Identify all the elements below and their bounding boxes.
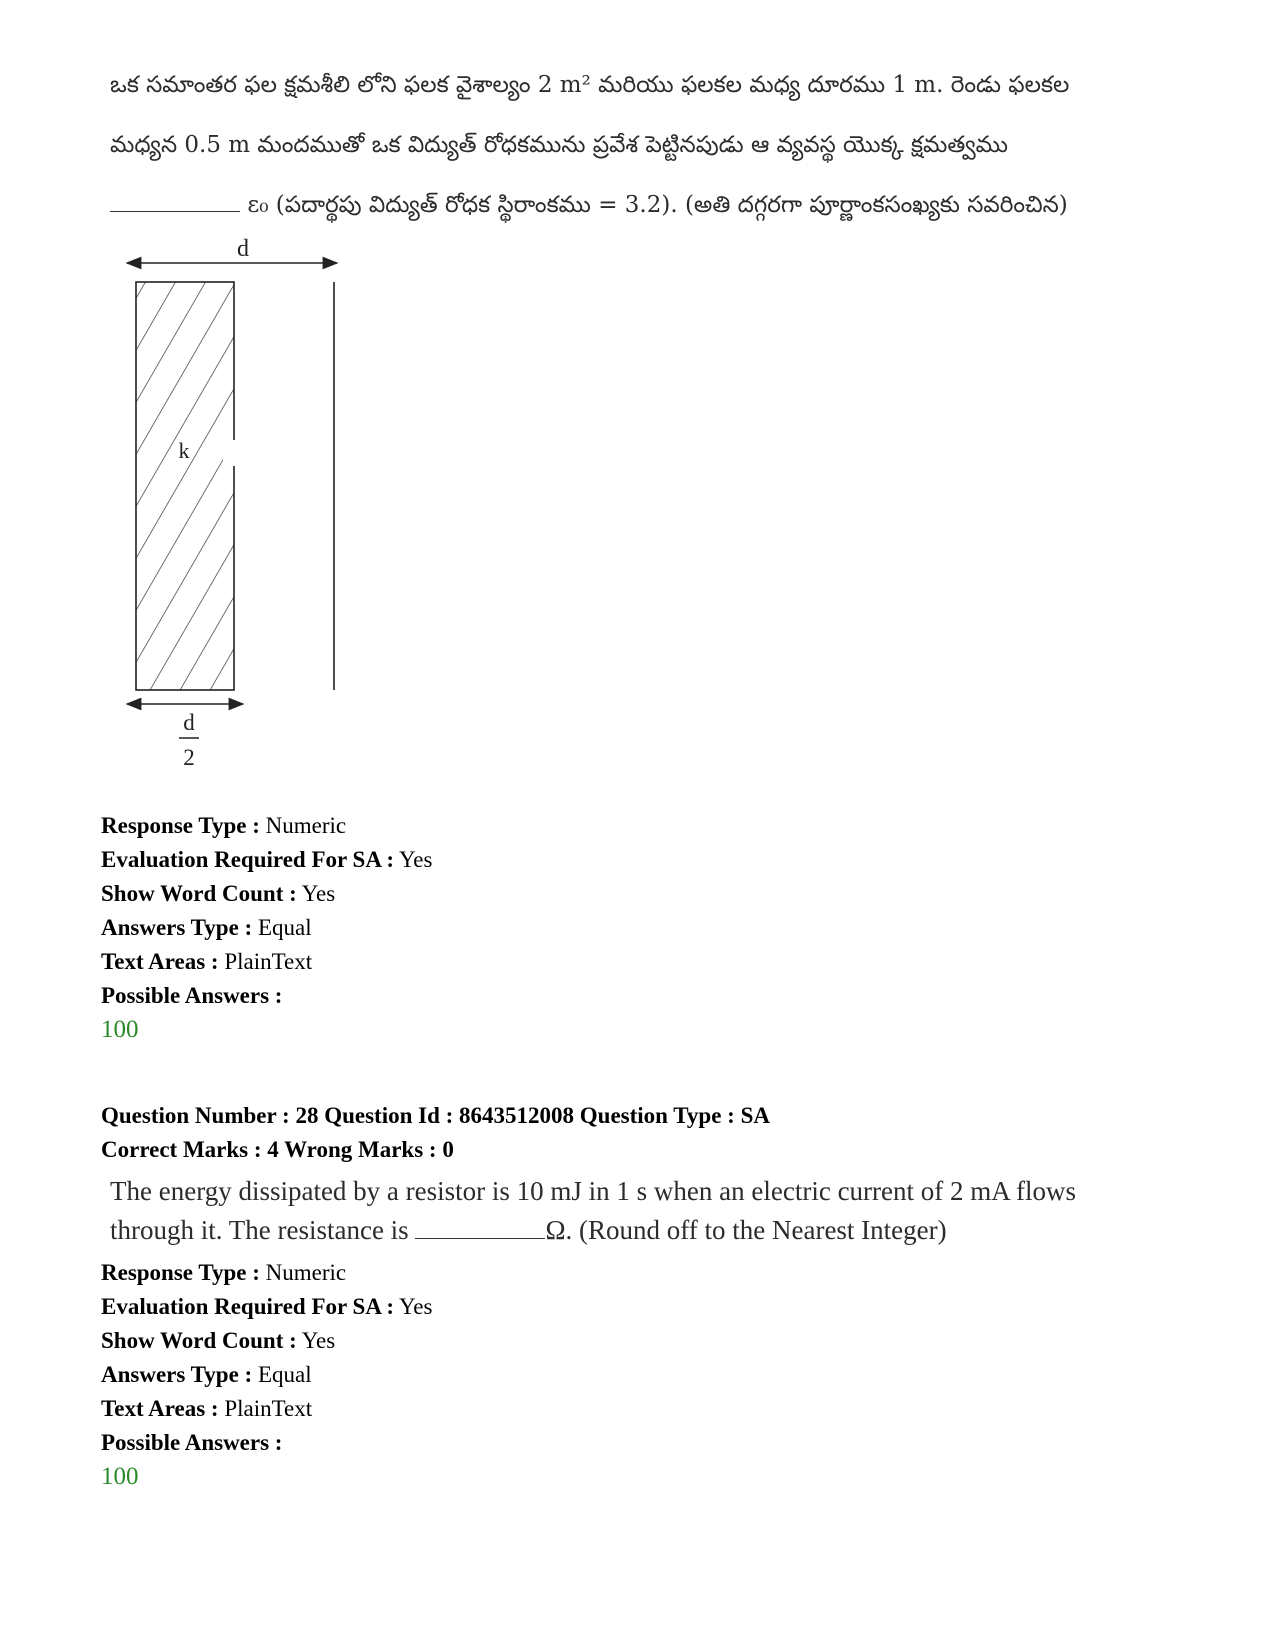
question1-meta bbox=[101, 809, 432, 1047]
question2-meta bbox=[101, 1256, 432, 1494]
answer-blank bbox=[110, 193, 240, 212]
text-areas-row: Text Areas : PlainText bbox=[101, 949, 313, 974]
possible-answers-row: Possible Answers : bbox=[101, 983, 283, 1008]
dielectric-slab bbox=[136, 282, 234, 690]
question1-text-line3-body: ε₀ (పదార్థపు విద్యుత్ రోధక స్థిరాంకము = 3.2). (అతి దగ్గరగా పూర్ణాంకసంఖ్యకు సవరించిన) bbox=[247, 192, 1068, 218]
label-d-bottom-denominator: 2 bbox=[183, 745, 195, 770]
possible-answer-value: 100 bbox=[101, 1463, 139, 1490]
question1-text-line2: మధ్యన 0.5 m మందముతో ఒక విద్యుత్ రోధకమును ప్రవేశ పెట్టినపుడు ఆ వ్యవస్థ యొక్క క్షమత్వము bbox=[110, 132, 1008, 158]
evaluation-row: Evaluation Required For SA : Yes bbox=[101, 847, 433, 872]
answers-type-row: Answers Type : Equal bbox=[101, 1362, 312, 1387]
question1-text-line1: ఒక సమాంతర ఫల క్షమశీలి లోని ఫలక వైశాల్యం 2 m² మరియు ఫలకల మధ్య దూరము 1 m. రెండు ఫలకల bbox=[110, 72, 1070, 98]
question2-text-line1: The energy dissipated by a resistor is 10 mJ in 1 s when an electric current of 2 mA flows bbox=[110, 1176, 1077, 1206]
text-areas-row: Text Areas : PlainText bbox=[101, 1396, 313, 1421]
question2-text-line2: through it. The resistance is Ω. (Round off to the Nearest Integer) bbox=[110, 1215, 947, 1245]
response-type-row: Response Type : Numeric bbox=[101, 813, 347, 838]
word-count-row: Show Word Count : Yes bbox=[101, 881, 336, 906]
answers-type-row: Answers Type : Equal bbox=[101, 915, 312, 940]
evaluation-row: Evaluation Required For SA : Yes bbox=[101, 1294, 433, 1319]
capacitor-diagram bbox=[115, 230, 365, 775]
question2-header bbox=[101, 1099, 770, 1167]
question-number-row: Question Number : 28 Question Id : 8643512008 Question Type : SA bbox=[101, 1103, 770, 1128]
question1-text bbox=[110, 55, 1190, 235]
word-count-row: Show Word Count : Yes bbox=[101, 1328, 336, 1353]
question1-text-line3 bbox=[110, 175, 1190, 235]
answer-blank bbox=[415, 1220, 545, 1239]
possible-answer-value: 100 bbox=[101, 1016, 139, 1043]
label-k: k bbox=[178, 438, 190, 463]
possible-answers-row: Possible Answers : bbox=[101, 1430, 283, 1455]
question2-text bbox=[110, 1172, 1190, 1250]
response-type-row: Response Type : Numeric bbox=[101, 1260, 347, 1285]
marks-row: Correct Marks : 4 Wrong Marks : 0 bbox=[101, 1137, 454, 1162]
label-d-top: d bbox=[237, 236, 249, 262]
label-d-bottom-numerator: d bbox=[183, 710, 195, 735]
